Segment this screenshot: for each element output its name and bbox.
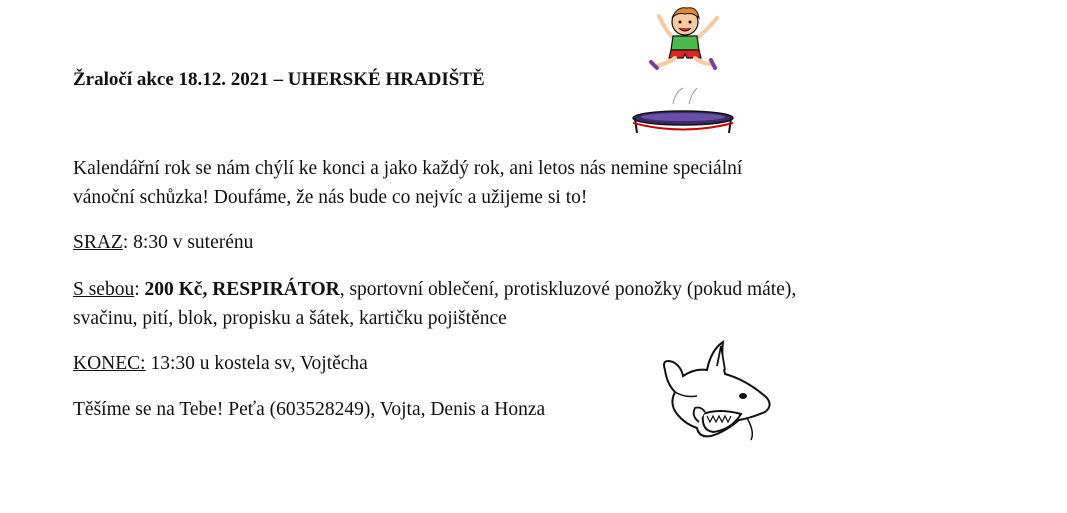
sebou-bold: 200 Kč, RESPIRÁTOR — [144, 279, 340, 300]
sebou-line-2: svačinu, pití, blok, propisku a šátek, kartičku pojištěnce — [73, 308, 507, 329]
shark-icon — [655, 340, 780, 445]
intro-line-2: vánoční schůzka! Doufáme, že nás bude co nejvíc a užijeme si to! — [73, 187, 588, 208]
intro-line-1: Kalendářní rok se nám chýlí ke konci a jako každý rok, ani letos nás nemine speciální — [73, 158, 743, 179]
konec-text: 13:30 u kostela sv, Vojtěcha — [145, 353, 368, 374]
kid-on-trampoline-icon — [625, 0, 755, 145]
sraz-text: : 8:30 v suterénu — [122, 232, 254, 253]
sebou-colon: : — [134, 279, 145, 300]
konec-line — [73, 352, 368, 376]
sraz-line — [73, 231, 253, 255]
closing-line: Těšíme se na Tebe! Peťa (603528249), Vojta, Denis a Honza — [73, 399, 546, 420]
sraz-label: SRAZ — [73, 232, 123, 253]
sebou-rest: , sportovní oblečení, protiskluzové ponožky (pokud máte), — [339, 279, 797, 300]
sebou-label: S sebou — [73, 279, 135, 300]
konec-label: KONEC: — [73, 353, 146, 374]
sebou-line-1 — [73, 278, 796, 302]
page-title: Žraločí akce 18.12. 2021 – UHERSKÉ HRADIŠTĚ — [73, 69, 485, 90]
